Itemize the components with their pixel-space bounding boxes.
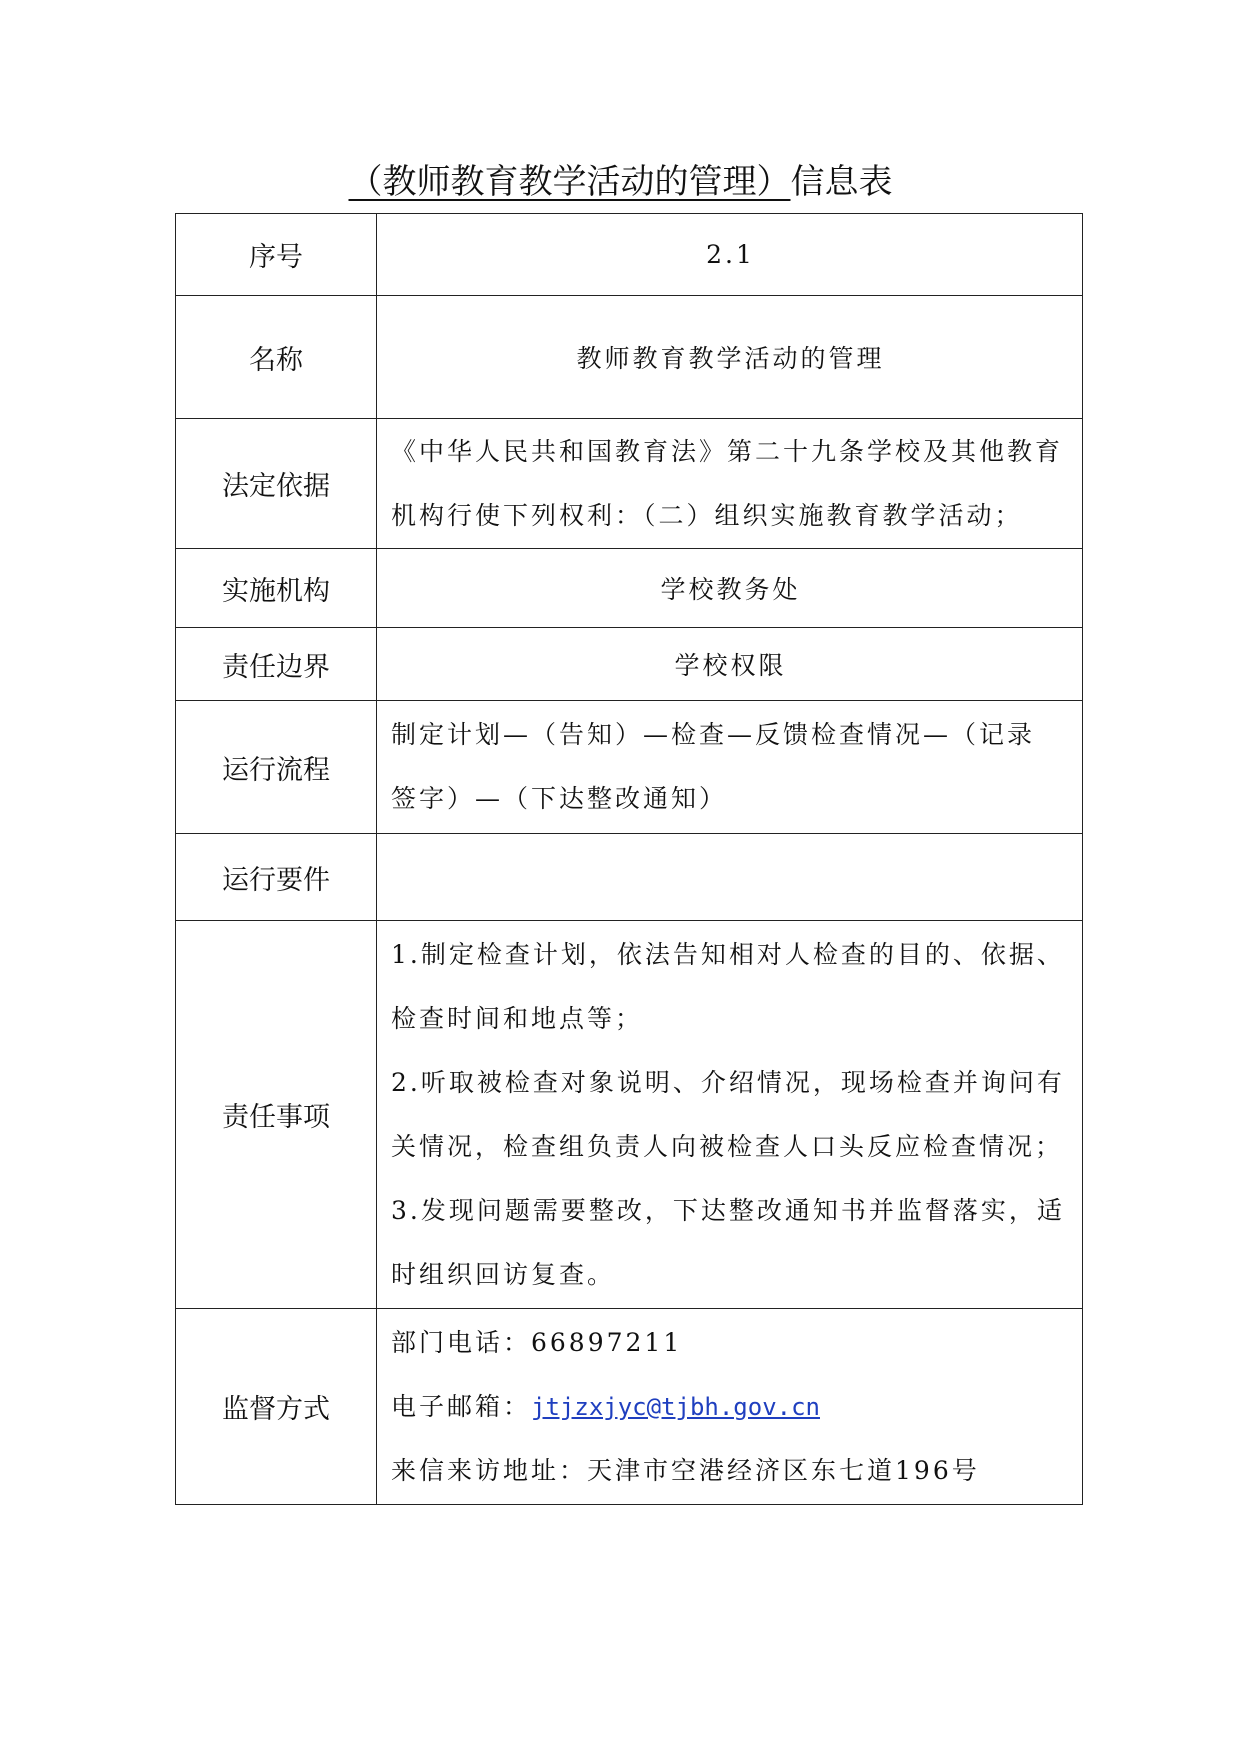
title-underlined: （教师教育教学活动的管理）: [348, 162, 791, 202]
table-row: [176, 296, 1083, 419]
text-line: 时组织回访复查。: [391, 1259, 616, 1289]
row-value: 教师教育教学活动的管理: [377, 296, 1083, 419]
text-line: 检查时间和地点等；: [391, 1003, 644, 1033]
row-label: 运行流程: [176, 701, 377, 834]
email-line: [391, 1375, 1070, 1439]
info-table: [175, 213, 1083, 1505]
row-value: 2.1: [377, 214, 1083, 296]
text-line: 签字）—（下达整改通知）: [391, 784, 728, 813]
row-label: 名称: [176, 296, 377, 419]
title-suffix: 信息表: [790, 162, 893, 202]
address-line: 来信来访地址：天津市空港经济区东七道196号: [391, 1455, 980, 1485]
row-label: 责任边界: [176, 628, 377, 701]
text-line: 关情况，检查组负责人向被检查人口头反应检查情况；: [391, 1131, 1064, 1161]
email-label: 电子邮箱：: [391, 1391, 532, 1421]
text-line: 机构行使下列权利：（二）组织实施教育教学活动；: [391, 500, 1023, 530]
row-label: 监督方式: [176, 1309, 377, 1505]
text-line: 2.听取被检查对象说明、介绍情况，现场检查并询问有: [391, 1067, 1065, 1097]
table-row: [176, 921, 1083, 1309]
table-row: [176, 834, 1083, 921]
row-value: [377, 1309, 1083, 1505]
row-value: [377, 834, 1083, 921]
row-label: 实施机构: [176, 549, 377, 628]
table-row: [176, 214, 1083, 296]
text-line: 制定计划—（告知）—检查—反馈检查情况—（记录: [391, 720, 1036, 749]
table-row: [176, 419, 1083, 549]
table-row: [176, 1309, 1083, 1505]
row-value: [377, 701, 1083, 834]
row-value: 学校权限: [377, 628, 1083, 701]
table-row: [176, 549, 1083, 628]
phone-line: 部门电话：66897211: [391, 1327, 683, 1357]
row-label: 责任事项: [176, 921, 377, 1309]
email-link[interactable]: jtjzxjyc@tjbh.gov.cn: [531, 1392, 820, 1421]
text-line: 《中华人民共和国教育法》第二十九条学校及其他教育: [391, 436, 1064, 466]
row-label: 运行要件: [176, 834, 377, 921]
row-value: [377, 921, 1083, 1309]
text-line: 1.制定检查计划，依法告知相对人检查的目的、依据、: [391, 939, 1065, 969]
row-value: 学校教务处: [377, 549, 1083, 628]
table-row: [176, 701, 1083, 834]
row-label: 序号: [176, 214, 377, 296]
table-row: [176, 628, 1083, 701]
text-line: 3.发现问题需要整改，下达整改通知书并监督落实，适: [391, 1195, 1065, 1225]
page-title: [0, 158, 1241, 206]
row-label: 法定依据: [176, 419, 377, 549]
row-value: [377, 419, 1083, 549]
